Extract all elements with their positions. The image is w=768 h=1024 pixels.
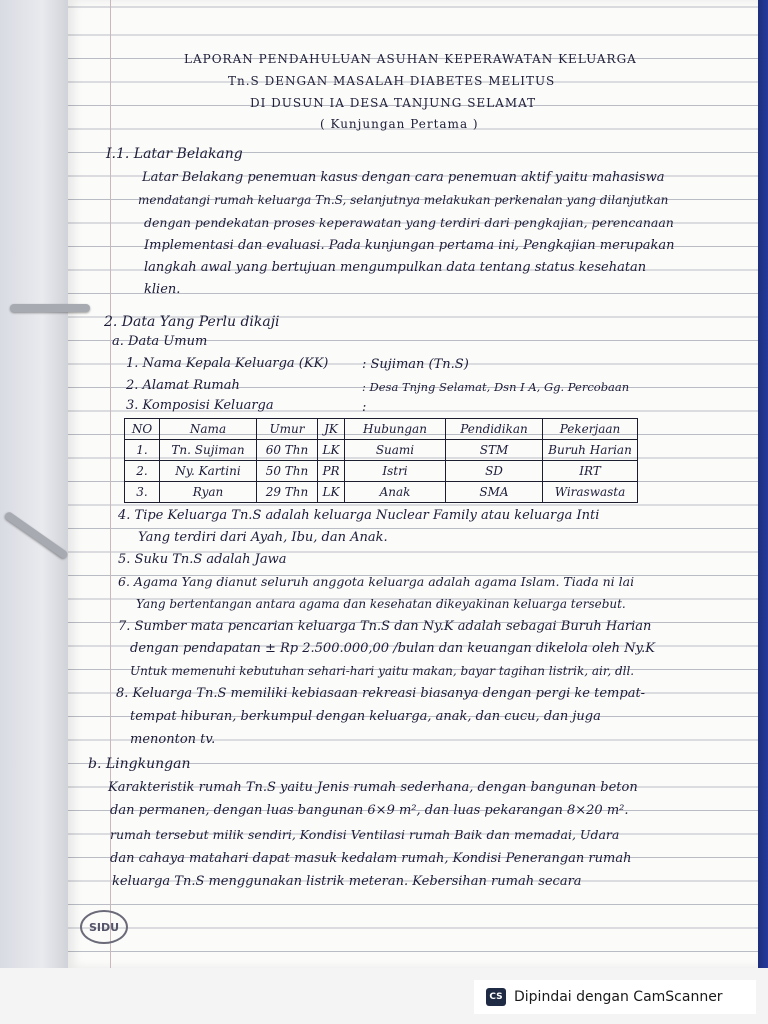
item-7-line: 7. Sumber mata pencarian keluarga Tn.S dan Ny.K adalah sebagai Buruh Harian [118, 619, 652, 634]
lingkungan-line: rumah tersebut milik sendiri, Kondisi Ventilasi rumah Baik dan memadai, Udara [110, 827, 620, 842]
table-cell: 50 Thn [257, 461, 318, 482]
report-title-line-2: Tn.S DENGAN MASALAH DIABETES MELITUS [228, 74, 556, 88]
column-header: NO [125, 419, 160, 440]
camscanner-icon: CS [486, 988, 506, 1006]
kk-name-label: 1. Nama Kepala Keluarga (KK) [126, 356, 329, 371]
table-cell: 2. [125, 461, 160, 482]
lingkungan-line: dan permanen, dengan luas bangunan 6×9 m², dan luas pekarangan 8×20 m². [110, 803, 629, 818]
table-cell: 29 Thn [257, 482, 318, 503]
section-2-heading: 2. Data Yang Perlu dikaji [104, 314, 280, 330]
item-4-line: 4. Tipe Keluarga Tn.S adalah keluarga Nuclear Family atau keluarga Inti [118, 508, 600, 523]
table-cell: PR [318, 461, 345, 482]
table-cell: Ryan [160, 482, 257, 503]
section-1-line: langkah awal yang bertujuan mengumpulkan data tentang status kesehatan [144, 260, 647, 275]
section-1-heading: I.1. Latar Belakang [106, 146, 243, 162]
binder-ring-top [10, 304, 90, 312]
item-7-line: dengan pendapatan ± Rp 2.500.000,00 /bulan dan keuangan dikelola oleh Ny.K [130, 641, 656, 656]
column-header: Hubungan [345, 419, 446, 440]
binder-cover-left [0, 0, 70, 968]
item-8-line: menonton tv. [130, 732, 216, 747]
table-row [125, 440, 638, 461]
item-8-line: tempat hiburan, berkumpul dengan keluarga, anak, dan cucu, dan juga [130, 709, 601, 724]
table-cell: Istri [345, 461, 446, 482]
table-row [125, 461, 638, 482]
table-cell: Suami [345, 440, 446, 461]
report-title-line-1: LAPORAN PENDAHULUAN ASUHAN KEPERAWATAN KELUARGA [184, 52, 637, 66]
table-cell: SD [446, 461, 543, 482]
family-composition-label: 3. Komposisi Keluarga [126, 398, 274, 413]
table-cell: 3. [125, 482, 160, 503]
item-6-line: 6. Agama Yang dianut seluruh anggota keluarga adalah agama Islam. Tiada ni lai [118, 574, 635, 589]
column-header: Pendidikan [446, 419, 543, 440]
table-cell: 60 Thn [257, 440, 318, 461]
camscanner-label: Dipindai dengan CamScanner [514, 989, 723, 1005]
table-cell: SMA [446, 482, 543, 503]
table-cell: Ny. Kartini [160, 461, 257, 482]
table-cell: IRT [543, 461, 638, 482]
column-header: Pekerjaan [543, 419, 638, 440]
address-value: : Desa Tnjng Selamat, Dsn I A, Gg. Percobaan [362, 380, 630, 394]
report-title-line-4: ( Kunjungan Pertama ) [320, 117, 479, 131]
item-5-line: 5. Suku Tn.S adalah Jawa [118, 552, 287, 567]
item-6-line: Yang bertentangan antara agama dan kesehatan dikeyakinan keluarga tersebut. [136, 597, 626, 611]
table-cell: Wiraswasta [543, 482, 638, 503]
data-umum-heading: a. Data Umum [112, 334, 208, 349]
table-cell: STM [446, 440, 543, 461]
lingkungan-line: Karakteristik rumah Tn.S yaitu Jenis rumah sederhana, dengan bangunan beton [108, 780, 638, 795]
section-1-line: klien. [144, 282, 181, 297]
item-7-line: Untuk memenuhi kebutuhan sehari-hari yaitu makan, bayar tagihan listrik, air, dll. [130, 664, 635, 678]
column-header: Umur [257, 419, 318, 440]
section-1-line: Implementasi dan evaluasi. Pada kunjungan pertama ini, Pengkajian merupakan [144, 238, 675, 253]
address-label: 2. Alamat Rumah [126, 378, 240, 393]
lingkungan-heading: b. Lingkungan [88, 756, 191, 772]
table-header-row [125, 419, 638, 440]
column-header: Nama [160, 419, 257, 440]
table-cell: Buruh Harian [543, 440, 638, 461]
section-1-line: dengan pendekatan proses keperawatan yang terdiri dari pengkajian, perencanaan [144, 215, 674, 230]
item-4-line: Yang terdiri dari Ayah, Ibu, dan Anak. [138, 530, 388, 545]
family-composition-colon: : [362, 400, 367, 415]
table-cell: 1. [125, 440, 160, 461]
section-1-line: Latar Belakang penemuan kasus dengan cara penemuan aktif yaitu mahasiswa [142, 170, 665, 185]
table-cell: Tn. Sujiman [160, 440, 257, 461]
kk-name-value: : Sujiman (Tn.S) [362, 357, 469, 372]
table-cell: LK [318, 482, 345, 503]
item-8-line: 8. Keluarga Tn.S memiliki kebiasaan rekreasi biasanya dengan pergi ke tempat- [116, 686, 646, 701]
family-composition-table [124, 418, 638, 503]
table-row [125, 482, 638, 503]
column-header: JK [318, 419, 345, 440]
table-cell: LK [318, 440, 345, 461]
section-1-line: mendatangi rumah keluarga Tn.S, selanjutnya melakukan perkenalan yang dilanjutkan [138, 193, 669, 207]
table-cell: Anak [345, 482, 446, 503]
notebook-brand-logo: SIDU [80, 910, 128, 944]
camscanner-watermark [474, 980, 756, 1014]
lingkungan-line: dan cahaya matahari dapat masuk kedalam rumah, Kondisi Penerangan rumah [110, 851, 632, 866]
lingkungan-line: keluarga Tn.S menggunakan listrik meteran. Kebersihan rumah secara [112, 874, 582, 889]
report-title-line-3: DI DUSUN IA DESA TANJUNG SELAMAT [250, 96, 537, 110]
